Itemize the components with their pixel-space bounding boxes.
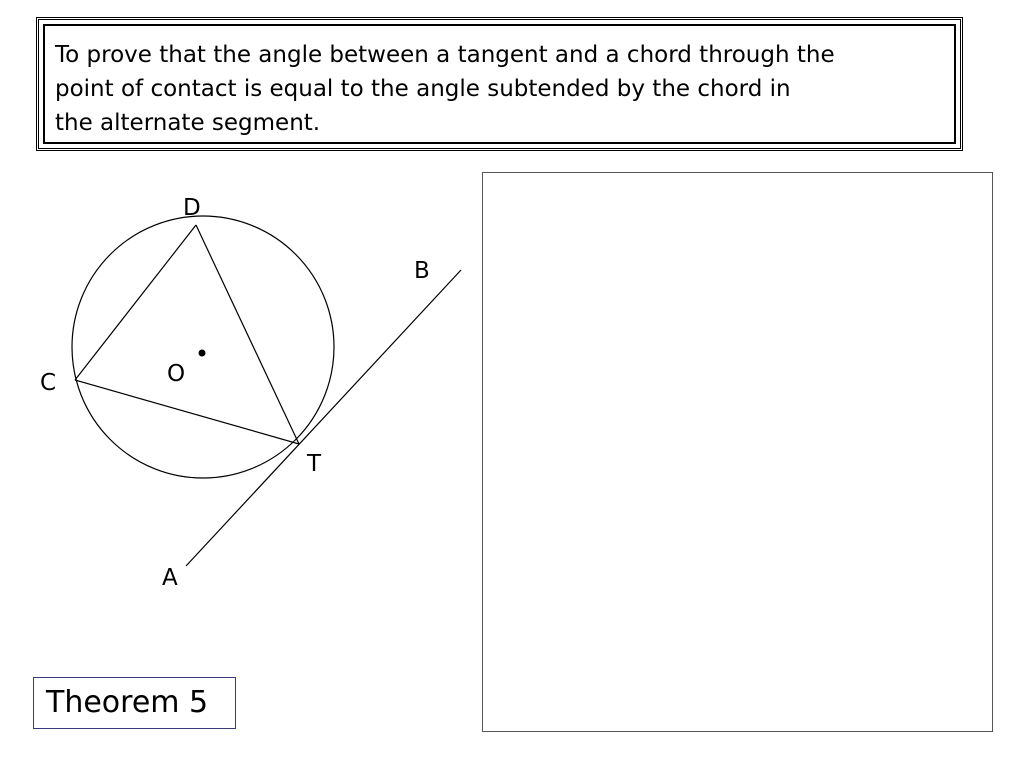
chord-CT [75, 380, 299, 444]
circle-tangent-diagram [0, 160, 480, 610]
label-O: O [167, 361, 186, 387]
theorem-label: Theorem 5 [46, 685, 209, 720]
title-box [36, 17, 963, 151]
theorem-statement: To prove that the angle between a tangent and a chord through the point of contact is equal to the angle subtended by the chord in the alternate segment. [55, 42, 835, 136]
blank-working-area [482, 172, 993, 732]
tangent-line-AB [186, 270, 461, 566]
theorem-label-box [33, 677, 236, 729]
chord-CD [75, 225, 196, 380]
circle [72, 216, 334, 478]
label-A: A [162, 565, 178, 591]
chord-DT [196, 225, 299, 444]
label-C: C [40, 370, 57, 396]
center-point-O [199, 350, 206, 357]
label-T: T [307, 451, 322, 477]
label-D: D [183, 195, 201, 221]
label-B: B [414, 258, 430, 284]
title-box-inner [43, 24, 956, 144]
